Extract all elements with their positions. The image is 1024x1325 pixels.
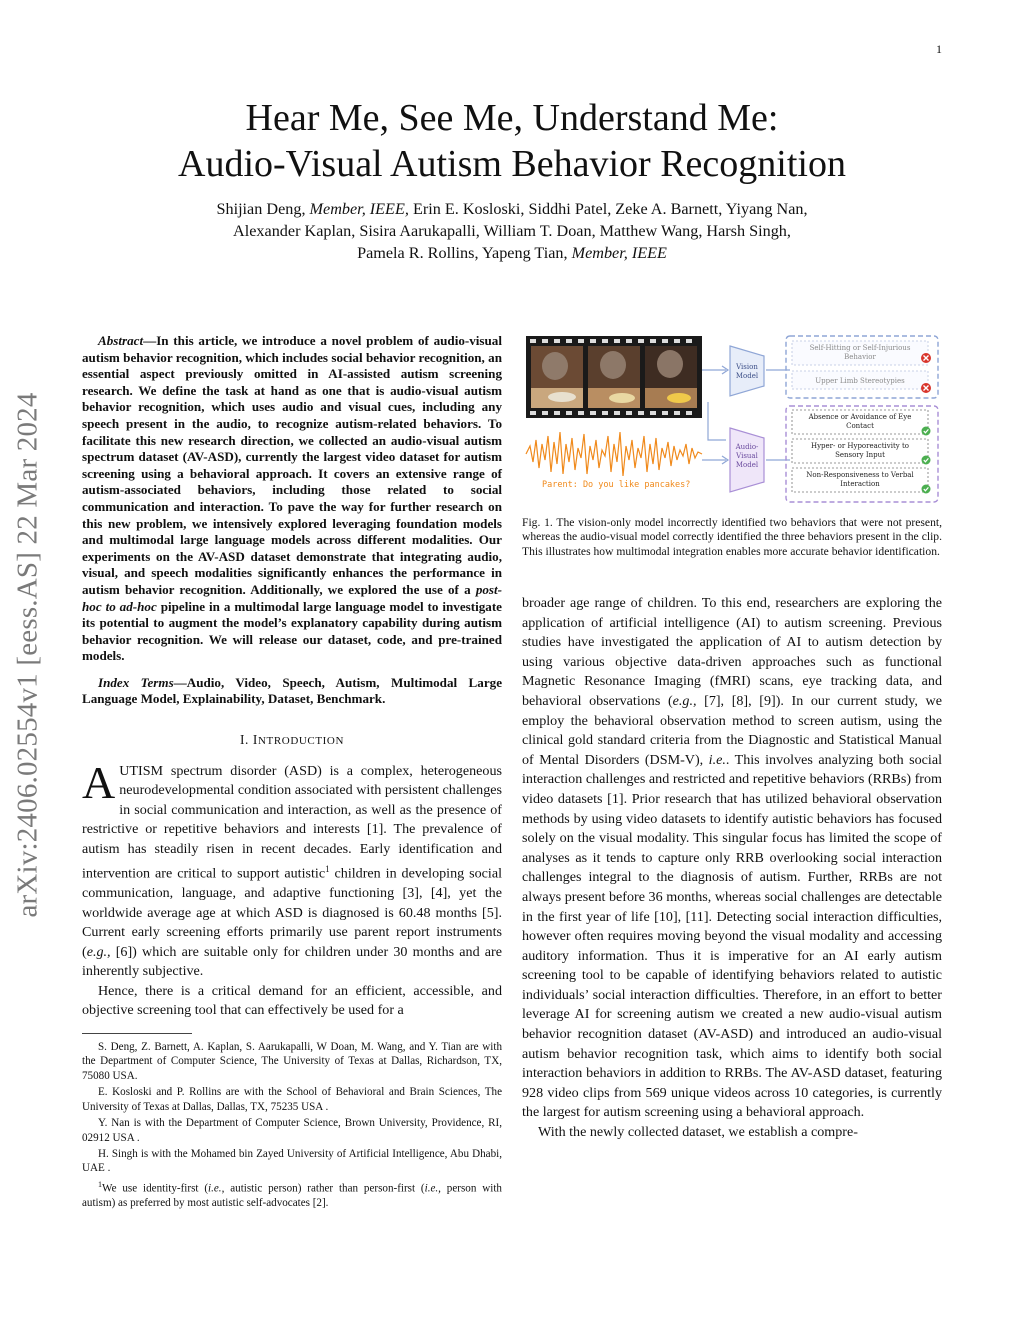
section-rest: NTRODUCTION: [257, 735, 345, 748]
fn5-c: person with autism) as preferred by most autistic self-advocates [2].: [82, 1182, 502, 1209]
label-self-hitting-1: Self-Hitting or Self-Injurious: [809, 344, 911, 352]
label-nonresponsive-2: Interaction: [840, 480, 880, 488]
video-frame-3: [645, 346, 697, 408]
author-list: [60, 198, 964, 264]
parent-speech-label: Parent: Do you like pancakes?: [542, 480, 691, 490]
section-initial: I: [252, 732, 258, 748]
author-deng-role: Member, IEEE,: [309, 200, 409, 218]
video-film-strip: [526, 336, 702, 418]
paper-title: [60, 95, 964, 187]
section-number: I.: [239, 732, 253, 748]
authors-line-2: Alexander Kaplan, Sisira Aarukapalli, William T. Doan, Matthew Wang, Harsh Singh,: [233, 222, 791, 240]
authors-line-3: Pamela R. Rollins, Yapeng Tian,: [357, 244, 572, 262]
vision-model-label-1: Vision: [736, 363, 758, 371]
left-column: [82, 333, 502, 1212]
av-model-label-1: Audio-: [735, 443, 759, 451]
intro-text-c: [6]) which are suitable only for children under 30 months and are inherently subjective.: [82, 943, 502, 980]
wrong-mark-icon: [921, 353, 931, 363]
audio-visual-model-box: [730, 428, 764, 492]
intro-paragraph-2: Hence, there is a critical demand for an efficient, accessible, and objective screening tool that can effectively be used for a: [82, 982, 502, 1019]
intro-text-b: children in developing social communication, language, and adaptive functioning [3], [4], yet the worldwide average age at which ASD is diagnosed is 60.48 months [5]. Current early screening efforts primarily use parent report instruments (: [82, 865, 502, 960]
figure-1-diagram: [522, 332, 942, 506]
label-eye-contact-2: Contact: [846, 422, 874, 430]
page-number: 1: [936, 42, 942, 56]
abstract-text-end: pipeline in a multimodal large language model to investigate its potential to augment the model’s explanatory capability during autism behavior recognition. We will release our dataset, code, and pre-trained models.: [82, 598, 502, 664]
footnote-affiliation-2: E. Kosloski and P. Rollins are with the School of Behavioral and Brain Sciences, The University of Texas at Dallas, Dallas, TX, 75235 USA .: [82, 1086, 502, 1113]
av-output-group: [786, 406, 938, 502]
av-model-label-3: Model: [735, 461, 759, 469]
index-terms-text: —Audio, Video, Speech, Autism, Multimodal Large Language Model, Explainability, Dataset, Benchmark.: [82, 674, 503, 707]
right-column: [522, 594, 942, 1143]
footnote-ref: 1: [325, 863, 330, 874]
abstract-label: Abstract: [98, 333, 144, 348]
title-line-1: Hear Me, See Me, Understand Me:: [245, 97, 779, 139]
intro-paragraph-1: [82, 756, 502, 982]
check-mark-icon: [922, 456, 931, 465]
abstract-text: —In this article, we introduce a novel problem of audio-visual autism behavior recognition, which includes social behavior recognition, an essential aspect previously omitted in AI-assisted autism screening research. We define the task at hand as one that is audio-visual autism behavior recognition, which uses audio and visual cues, including any speech present in the audio, to recognize autism-related behaviors. To facilitate this new research direction, we collected an audio-visual autism spectrum dataset (AV-ASD), currently the largest video dataset for autism screening using a behavioral approach. It covers an extensive range of autism-associated behaviors, including those related to social communication and interaction. To pave the way for further research on this new problem, we intensively explored leveraging foundation models and multimodal large language models across different modalities. Our experiments on the AV-ASD dataset demonstrate that integrating audio, visual, and speech modalities significantly enhances the performance in autism behavior recognition. Additionally, we explored the use of a: [82, 333, 502, 597]
intro-caps: UTISM: [119, 762, 164, 779]
intro-eg: e.g.,: [86, 943, 111, 960]
check-mark-icon: [922, 427, 931, 436]
video-frame-2: [588, 346, 640, 408]
wrong-mark-icon: [921, 383, 931, 393]
abstract-italic: post-hoc to ad-hoc: [82, 581, 502, 614]
footnote-affiliation-1: S. Deng, Z. Barnett, A. Kaplan, S. Aarukapalli, W Doan, M. Wang, and Y. Tian are with the Department of Computer Science, The University of Texas at Dallas, Richardson, TX, 75080 USA.: [82, 1041, 502, 1082]
check-mark-icon: [922, 485, 931, 494]
title-line-2: Audio-Visual Autism Behavior Recognition: [178, 143, 846, 185]
footnote-mark: 1: [98, 1179, 102, 1189]
index-terms: [82, 675, 502, 708]
author-deng: Shijian Deng,: [216, 200, 310, 218]
label-sensory-1: Hyper- or Hyporeactivity to: [810, 442, 910, 450]
fn5-ie2: i.e.,: [424, 1182, 441, 1195]
rc-text-a: broader age range of children. To this end, researchers are exploring the application of artificial intelligence (AI) to autism screening. Previous studies have investigated the application of AI to autism detection by using various objective data-driven approaches such as functional Magnetic Resonance Imaging (fMRI) scans, eye tracking data, and behavioral observations (: [522, 595, 942, 709]
label-upper-limb: Upper Limb Stereotypies: [815, 377, 905, 385]
right-paragraph-1: [522, 594, 942, 1123]
vision-output-group: [786, 336, 938, 398]
figure-1-caption: Fig. 1. The vision-only model incorrectly identified two behaviors that were not present, whereas the audio-visual model correctly identified the three behaviors present in the clip. This illustrates how multimodal integration enables more accurate behavior identification.: [522, 516, 942, 558]
audio-waveform: [526, 432, 702, 476]
label-nonresponsive-1: Non-Responsiveness to Verbal: [806, 471, 914, 479]
video-frame-1: [531, 346, 583, 408]
label-sensory-2: Sensory Input: [835, 451, 885, 459]
av-model-label-2: Visual: [736, 452, 758, 460]
rc-text-c: . This involves analyzing both social interaction challenges and restricted and repetitive behaviors (RRBs) from video datasets [1]. Prior research that has utilized behavioral observation methods by using video datasets to identify autistic behaviors has focused solely on the visual modality. This singular focus has limited the scope of analyses as it tends to capture only RRB overlooking social interaction challenges integral to the diagnosis of autism. Further, RRBs are not always present before 36 months, whereas social challenges are detectable in the first year of life [10], [11]. Detecting social interaction difficulties, however often requires moving beyond the visual modality and accessing auditory information. Thus it is imperative for an AI early autism screening tool to be capable of identifying behaviors related to autistic individuals’ social interaction difficulties. Therefore, in an effort to better leverage AI for screening autism we created a new audio-visual autism behavior recognition dataset (AV-ASD) and introduced an audio-visual autism behavior recognition task, which aims to identify both social interaction behaviors in addition to RRBs. The AV-ASD dataset, featuring 928 video clips from 569 unique videos across 10 categories, is currently the largest for autism screening using a behavioral approach.: [522, 751, 942, 1121]
label-eye-contact-1: Absence or Avoidance of Eye: [808, 413, 912, 421]
figure-1: [522, 332, 942, 506]
rc-ie: i.e.: [708, 751, 726, 768]
arxiv-stamp: [2, 345, 54, 965]
vision-model-label-2: Model: [735, 372, 759, 380]
fn5-ie1: i.e.,: [208, 1182, 225, 1195]
footnote-identity-first: [82, 1178, 502, 1211]
fn5-b: autistic person) rather than person-first (: [224, 1182, 425, 1195]
rc-eg: e.g.,: [672, 692, 697, 709]
footnote-rule: [82, 1033, 192, 1034]
intro-text-a: spectrum disorder (ASD) is a complex, heterogeneous neurodevelopmental condition associated with persistent challenges in social communication and interaction, as well as the presence of restrictive or repetitive behaviors and interests [1]. The prevalence of autism has steadily risen in recent decades. Early identification and intervention are critical to support autistic: [82, 762, 502, 882]
index-terms-label: Index Terms: [98, 674, 174, 690]
abstract: [82, 333, 502, 665]
label-self-hitting-2: Behavior: [844, 353, 876, 361]
footnote-affiliation-4: H. Singh is with the Mohamed bin Zayed University of Artificial Intelligence, Abu Dhabi, UAE .: [82, 1147, 502, 1175]
right-paragraph-2: With the newly collected dataset, we establish a compre-: [538, 1124, 858, 1141]
arxiv-identifier: arXiv:2406.02554v1 [eess.AS] 22 Mar 2024: [11, 392, 44, 918]
section-heading-introduction: [82, 730, 502, 752]
footnote-affiliation-3: Y. Nan is with the Department of Computer Science, Brown University, Providence, RI, 02912 USA .: [82, 1117, 502, 1144]
fn5-a: We use identity-first (: [102, 1182, 209, 1195]
drop-cap: A: [82, 756, 116, 808]
vision-model-box: [730, 346, 764, 396]
rc-text-b: [7], [8], [9]). In our current study, we employ the behavioral observation method to screen autism, using the clinical gold standard criteria from the Diagnostic and Statistical Manual of Mental Disorders (DSM-V),: [522, 692, 942, 768]
authors-line-1: Erin E. Kosloski, Siddhi Patel, Zeke A. Barnett, Yiyang Nan,: [408, 200, 808, 218]
author-tian-role: Member, IEEE: [571, 244, 667, 262]
